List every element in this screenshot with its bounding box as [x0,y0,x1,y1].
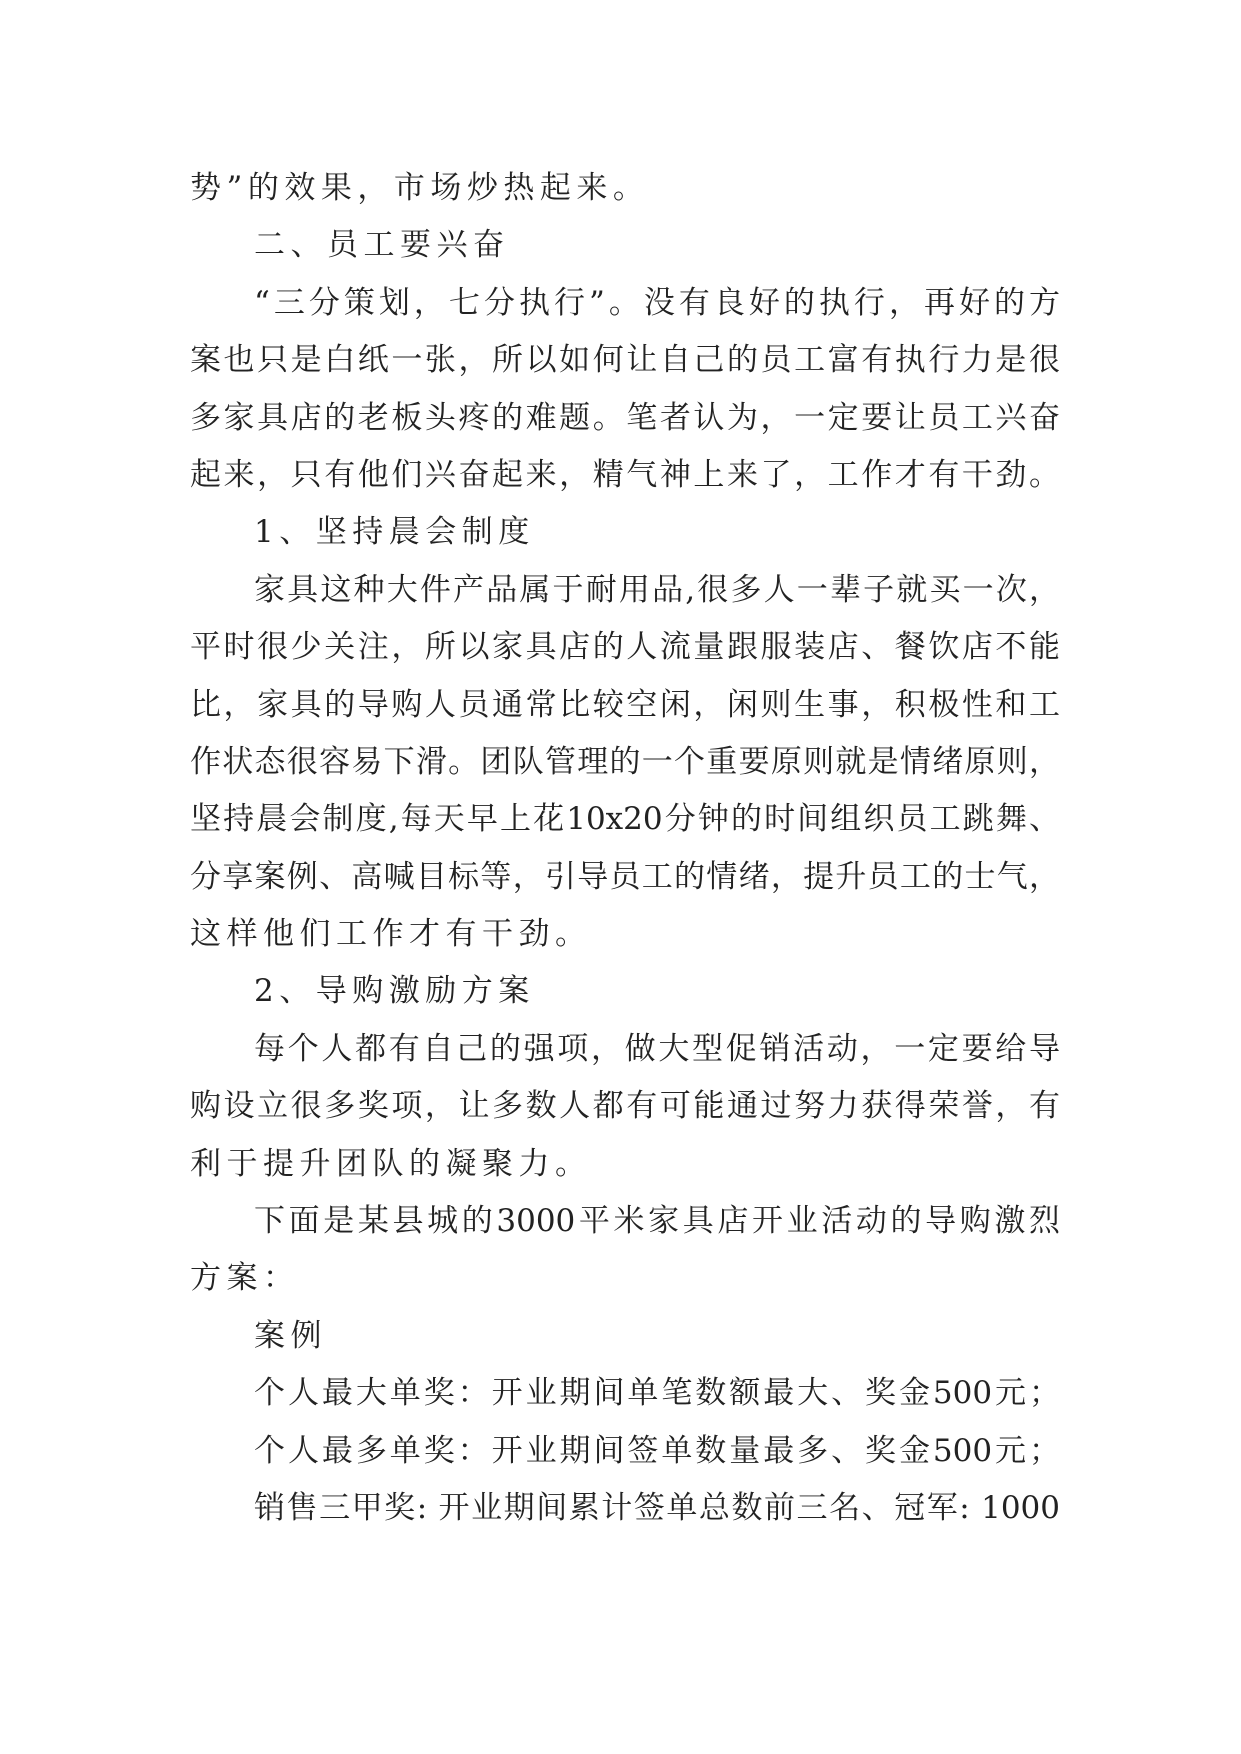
paragraph-line: 作状态很容易下滑。团队管理的一个重要原则就是情绪原则， [190,743,1060,780]
subsection-heading: 2、导购激励方案 [254,973,535,1010]
paragraph-line: 比，家具的导购人员通常比较空闲，闲则生事，积极性和工 [190,686,1060,723]
paragraph-line: 每个人都有自己的强项，做大型促销活动，一定要给导 [254,1030,1060,1067]
paragraph-line: “三分策划，七分执行”。没有良好的执行，再好的方 [254,284,1060,321]
paragraph-line: 购设立很多奖项，让多数人都有可能通过努力获得荣誉，有 [190,1088,1060,1125]
paragraph-line: 分享案例、高喊目标等，引导员工的情绪，提升员工的士气， [190,858,1060,895]
paragraph-line: 下面是某县城的3000平米家具店开业活动的导购激烈 [254,1203,1060,1240]
paragraph-line: 这样他们工作才有干劲。 [190,916,592,953]
paragraph-line: 坚持晨会制度,每天早上花10x20分钟的时间组织员工跳舞、 [190,801,1060,838]
paragraph-line: 利于提升团队的凝聚力。 [190,1145,592,1182]
award-item: 个人最多单奖：开业期间签单数量最多、奖金500元； [254,1432,1060,1469]
paragraph-line: 势”的效果，市场炒热起来。 [190,170,650,206]
award-item: 销售三甲奖: 开业期间累计签单总数前三名、冠军: 1000 [254,1489,1060,1526]
paragraph-line: 起来，只有他们兴奋起来，精气神上来了，工作才有干劲。 [190,456,1060,493]
case-label: 案例 [254,1317,327,1354]
section-heading: 二、员工要兴奋 [254,227,510,264]
paragraph-line: 案也只是白纸一张，所以如何让自己的员工富有执行力是很 [190,342,1060,379]
paragraph-line: 平时很少关注，所以家具店的人流量跟服装店、餐饮店不能 [190,629,1060,666]
paragraph-line: 家具这种大件产品属于耐用品,很多人一辈子就买一次， [254,571,1060,608]
paragraph-line: 多家具店的老板头疼的难题。笔者认为，一定要让员工兴奋 [190,399,1060,436]
document-body [190,160,1060,1537]
award-item: 个人最大单奖：开业期间单笔数额最大、奖金500元； [254,1375,1060,1412]
subsection-heading: 1、坚持晨会制度 [254,514,535,551]
paragraph-line: 方案： [190,1260,300,1297]
